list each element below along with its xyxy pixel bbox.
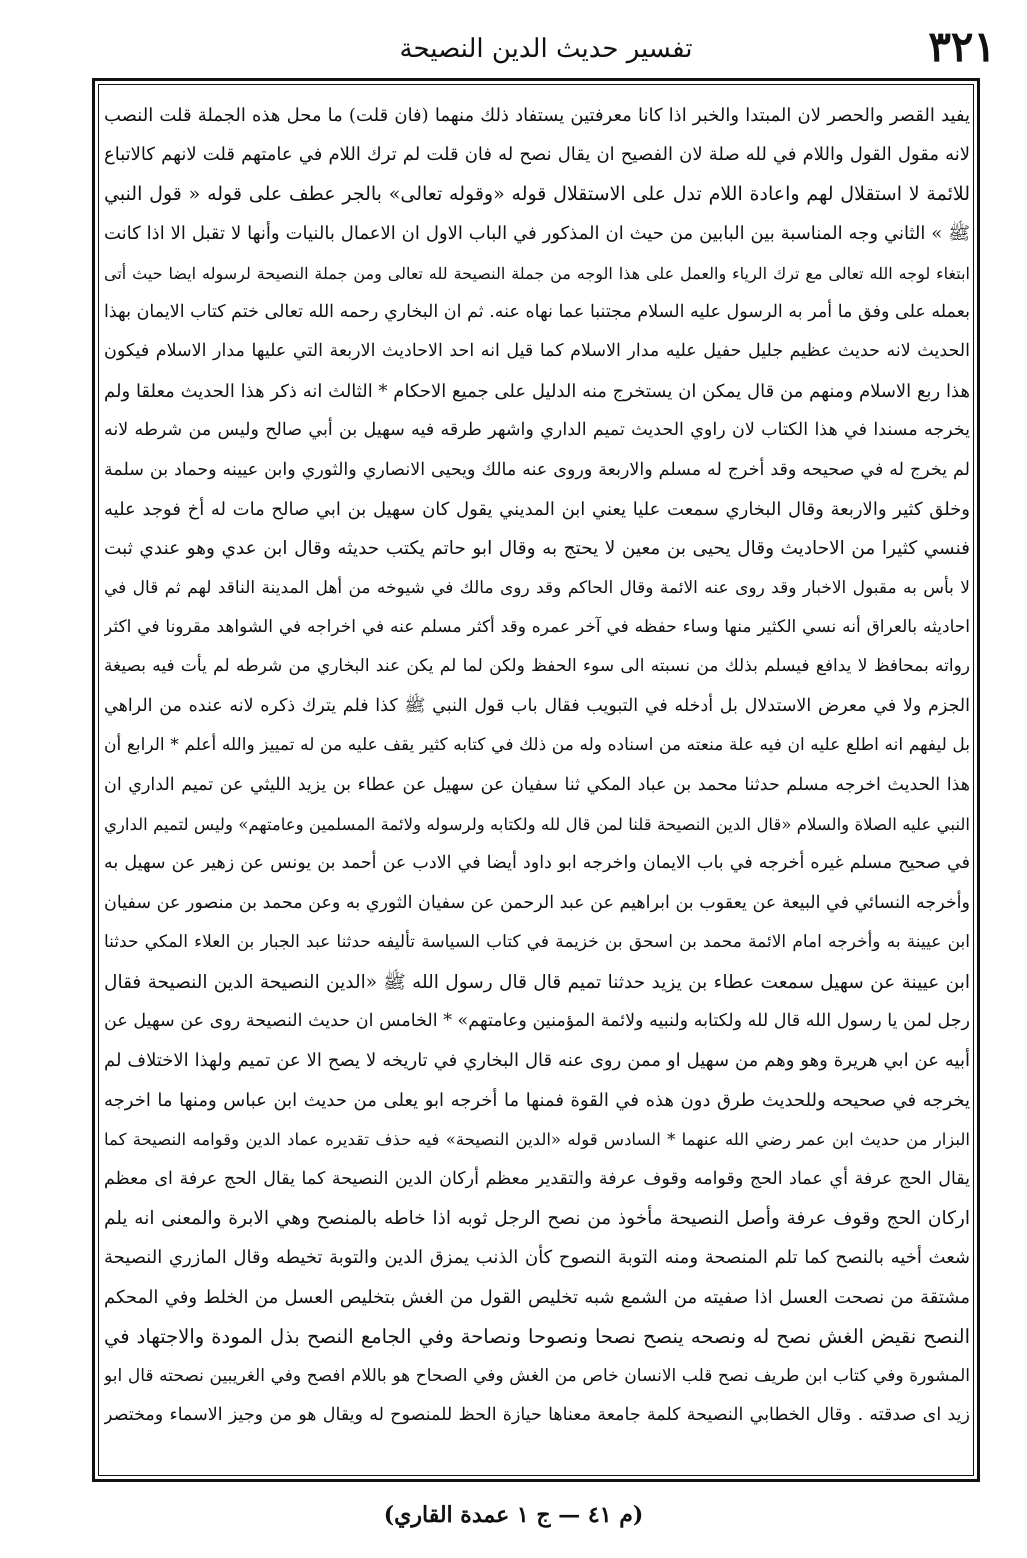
text-line: ﷺ » الثاني وجه المناسبة بين البابين من حيث ان المذكور في الباب الاول ان الاعمال بالنيات وأنها لا تقبل الا اذا كانت	[104, 223, 970, 245]
page-footer	[0, 1490, 1027, 1540]
text-line: ابن عيينة عن سهيل سمعت عطاء بن يزيد حدثنا تميم قال قال رسول الله ﷺ «الدين النصيحة الدين النصيحة فقال	[104, 971, 970, 993]
text-line: اركان الحج وقوف عرفة وأصل النصيحة مأخوذ من نصح الرجل ثوبه اذا خاطه بالمنصح وهي الابرة والمعنى انه يلم	[104, 1207, 970, 1229]
text-line: زيد اى صدقته . وقال الخطابي النصيحة كلمة جامعة معناها حيازة الحظ للمنصوح له ويقال هو من وجيز الاسماء ومختصر	[104, 1404, 970, 1425]
text-line: لا بأس به مقبول الاخبار وقد روى عنه الائمة وقال الحاكم وقد روى مالك في شيوخه من أهل المدينة الناقد لهم ثم قال في	[104, 577, 970, 598]
text-line: البزار من حديث ابن عمر رضي الله عنهما * السادس قوله «الدين النصيحة» فيه حذف تقديره عماد الدين وقوامه النصيحة كما	[104, 1130, 970, 1150]
text-line: يفيد القصر والحصر لان المبتدا والخبر اذا كانا معرفتين يستفاد ذلك منهما (فان قلت) ما محل هذه الجملة قلت النصب	[104, 105, 970, 126]
text-line: رواته بمحافظ لا يدافع فيسلم بذلك من نسبته الى سوء الحفظ ولكن لما لم يكن عند البخاري من شرطه لم يأت فيه بصيغة	[104, 656, 970, 677]
text-line: للائمة لا استقلال لهم واعادة اللام تدل على الاستقلال قوله «وقوله تعالى» بالجر عطف على قوله « قول النبي	[104, 182, 970, 205]
text-line: لم يخرج له في صحيحه وقد أخرج له مسلم والاربعة وروى عنه مالك ويحيى الانصاري والثوري وابن عيينه وحماد بن سلمة	[104, 459, 970, 480]
text-line: الجزم ولا في معرض الاستدلال بل أدخله في التبويب فقال باب قول النبي ﷺ كذا فلم يترك ذكره لانه عنده من الراهي	[104, 695, 970, 716]
text-line: هذا الحديث اخرجه مسلم حدثنا محمد بن عباد المكي ثنا سفيان عن سهيل عن عطاء بن يزيد الليثي عن تميم الداري ان	[104, 774, 970, 795]
printer-signature: (م ٤١ — ج ١ عمدة القاري)	[383, 1502, 644, 1528]
text-line: بل ليفهم انه اطلع عليه ان فيه علة منعته من اسناده وله من ذلك في كتابه كثير يقف عليه من له تمييز والله أعلم * الرابع أن	[104, 735, 970, 756]
text-line: احاديثه بالعراق أنه نسي الكثير منها وساء حفظه في آخر عمره وقد أكثر مسلم عنه في اخراجه في الشواهد مقرونا في اكثر	[104, 617, 970, 638]
text-line: لانه مقول القول واللام في لله صلة لان الفصيح ان يقال نصح له فان قلت لم ترك اللام في عامتهم قلت لانهم كالاتباع	[104, 144, 970, 166]
text-line: المشورة وفي كتاب ابن طريف نصح قلب الانسان خاص من الغش وفي الصحاح هو باللام افصح وفي الغريبين نصحته قال ابو	[104, 1365, 970, 1386]
text-line: يخرجه في صحيحه وللحديث طرق دون هذه في القوة فمنها ما أخرجه ابو يعلى من حديث ابن عباس ومنها ما اخرجه	[104, 1089, 970, 1111]
text-line: مشتقة من نصحت العسل اذا صفيته من الشمع شبه تخليص القول من الغش بتخليص العسل من الخلط وفي المحكم	[104, 1286, 970, 1308]
text-line: وأخرجه النسائي في البيعة عن يعقوب بن ابراهيم عن عبد الرحمن عن سفيان الثوري به وعن محمد بن منصور عن سفيان	[104, 892, 970, 913]
text-line: النبي عليه الصلاة والسلام «قال الدين النصيحة قلنا لمن قال لله ولكتابه ولرسوله ولائمة المسلمين وعامتهم» وليس لتميم الداري	[104, 815, 970, 835]
text-line	[104, 1435, 970, 1474]
running-title: تفسير حديث الدين النصيحة	[399, 34, 693, 64]
page-number: ٣٢١	[928, 22, 996, 71]
text-line: فنسي كثيرا من الاحاديث وقال يحيى بن معين لا يحتج به وقال ابو حاتم يكتب حديثه وقال ابن عدي وهو عندي ثبت	[104, 538, 970, 560]
text-line: في صحيح مسلم غيره أخرجه في باب الايمان واخرجه ابو داود أيضا في الادب عن أحمد بن يونس عن زهير عن سهيل به	[104, 853, 970, 874]
text-line: يخرجه مسندا في هذا الكتاب لان راوي الحديث تميم الداري واشهر طرقه فيه سهيل بن أبي صالح وليس من شرطه لانه	[104, 420, 970, 441]
text-line: وخلق كثير والاربعة وقال البخاري سمعت عليا يعني ابن المديني يقول كان سهيل بن ابي صالح مات له أخ فوجد عليه	[104, 498, 970, 520]
text-line: شعث أخيه بالنصح كما تلم المنصحة ومنه التوبة النصوح كأن الذنب يمزق الدين والتوبة تخيطه وقال المازري النصيحة	[104, 1247, 970, 1269]
text-line: أبيه عن ابي هريرة وهو وهم من سهيل او ممن روى عنه قال البخاري في تاريخه لا يصح الا عن تميم ولهذا الاختلاف لم	[104, 1050, 970, 1072]
body-text	[104, 96, 970, 1476]
text-line: النصح نقيض الغش نصح له ونصحه ينصح نصحا ونصوحا ونصاحة وفي الجامع النصح بذل المودة والاجتهاد في	[104, 1325, 970, 1349]
page-header	[96, 14, 996, 78]
text-line: رجل لمن يا رسول الله قال لله ولكتابه ولنبيه ولائمة المؤمنين وعامتهم» * الخامس ان حديث النصيحة روى عن سهيل عن	[104, 1010, 970, 1031]
text-line: بعمله على وفق ما أمر به الرسول عليه السلام مجتنبا عما نهاه عنه. ثم ان البخاري رحمه الله تعالى ختم كتاب الايمان بهذا	[104, 301, 970, 322]
text-line: يقال الحج عرفة أي عماد الحج وقوامه وقوف عرفة والتقدير معظم أركان الدين النصيحة كما يقال الحج عرفة اى معظم	[104, 1168, 970, 1189]
text-line: الحديث لانه حديث عظيم جليل حفيل عليه مدار الاسلام كما قيل انه احد الاحاديث الاربعة التي عليها مدار الاسلام فيكون	[104, 341, 970, 362]
text-line: هذا ربع الاسلام ومنهم من قال يمكن ان يستخرج منه الدليل على جميع الاحكام * الثالث انه ذكر هذا الحديث معلقا ولم	[104, 380, 970, 402]
text-line: ابن عيينة به وأخرجه امام الائمة محمد بن اسحق بن خزيمة في كتاب السياسة تأليفه حدثنا عبد الجبار بن العلاء المكي حدثنا	[104, 932, 970, 953]
text-line: ابتغاء لوجه الله تعالى مع ترك الرياء والعمل على هذا الوجه من جملة النصيحة لله تعالى ومن جملة النصيحة لرسوله ايضا حيث أتى	[104, 263, 970, 283]
